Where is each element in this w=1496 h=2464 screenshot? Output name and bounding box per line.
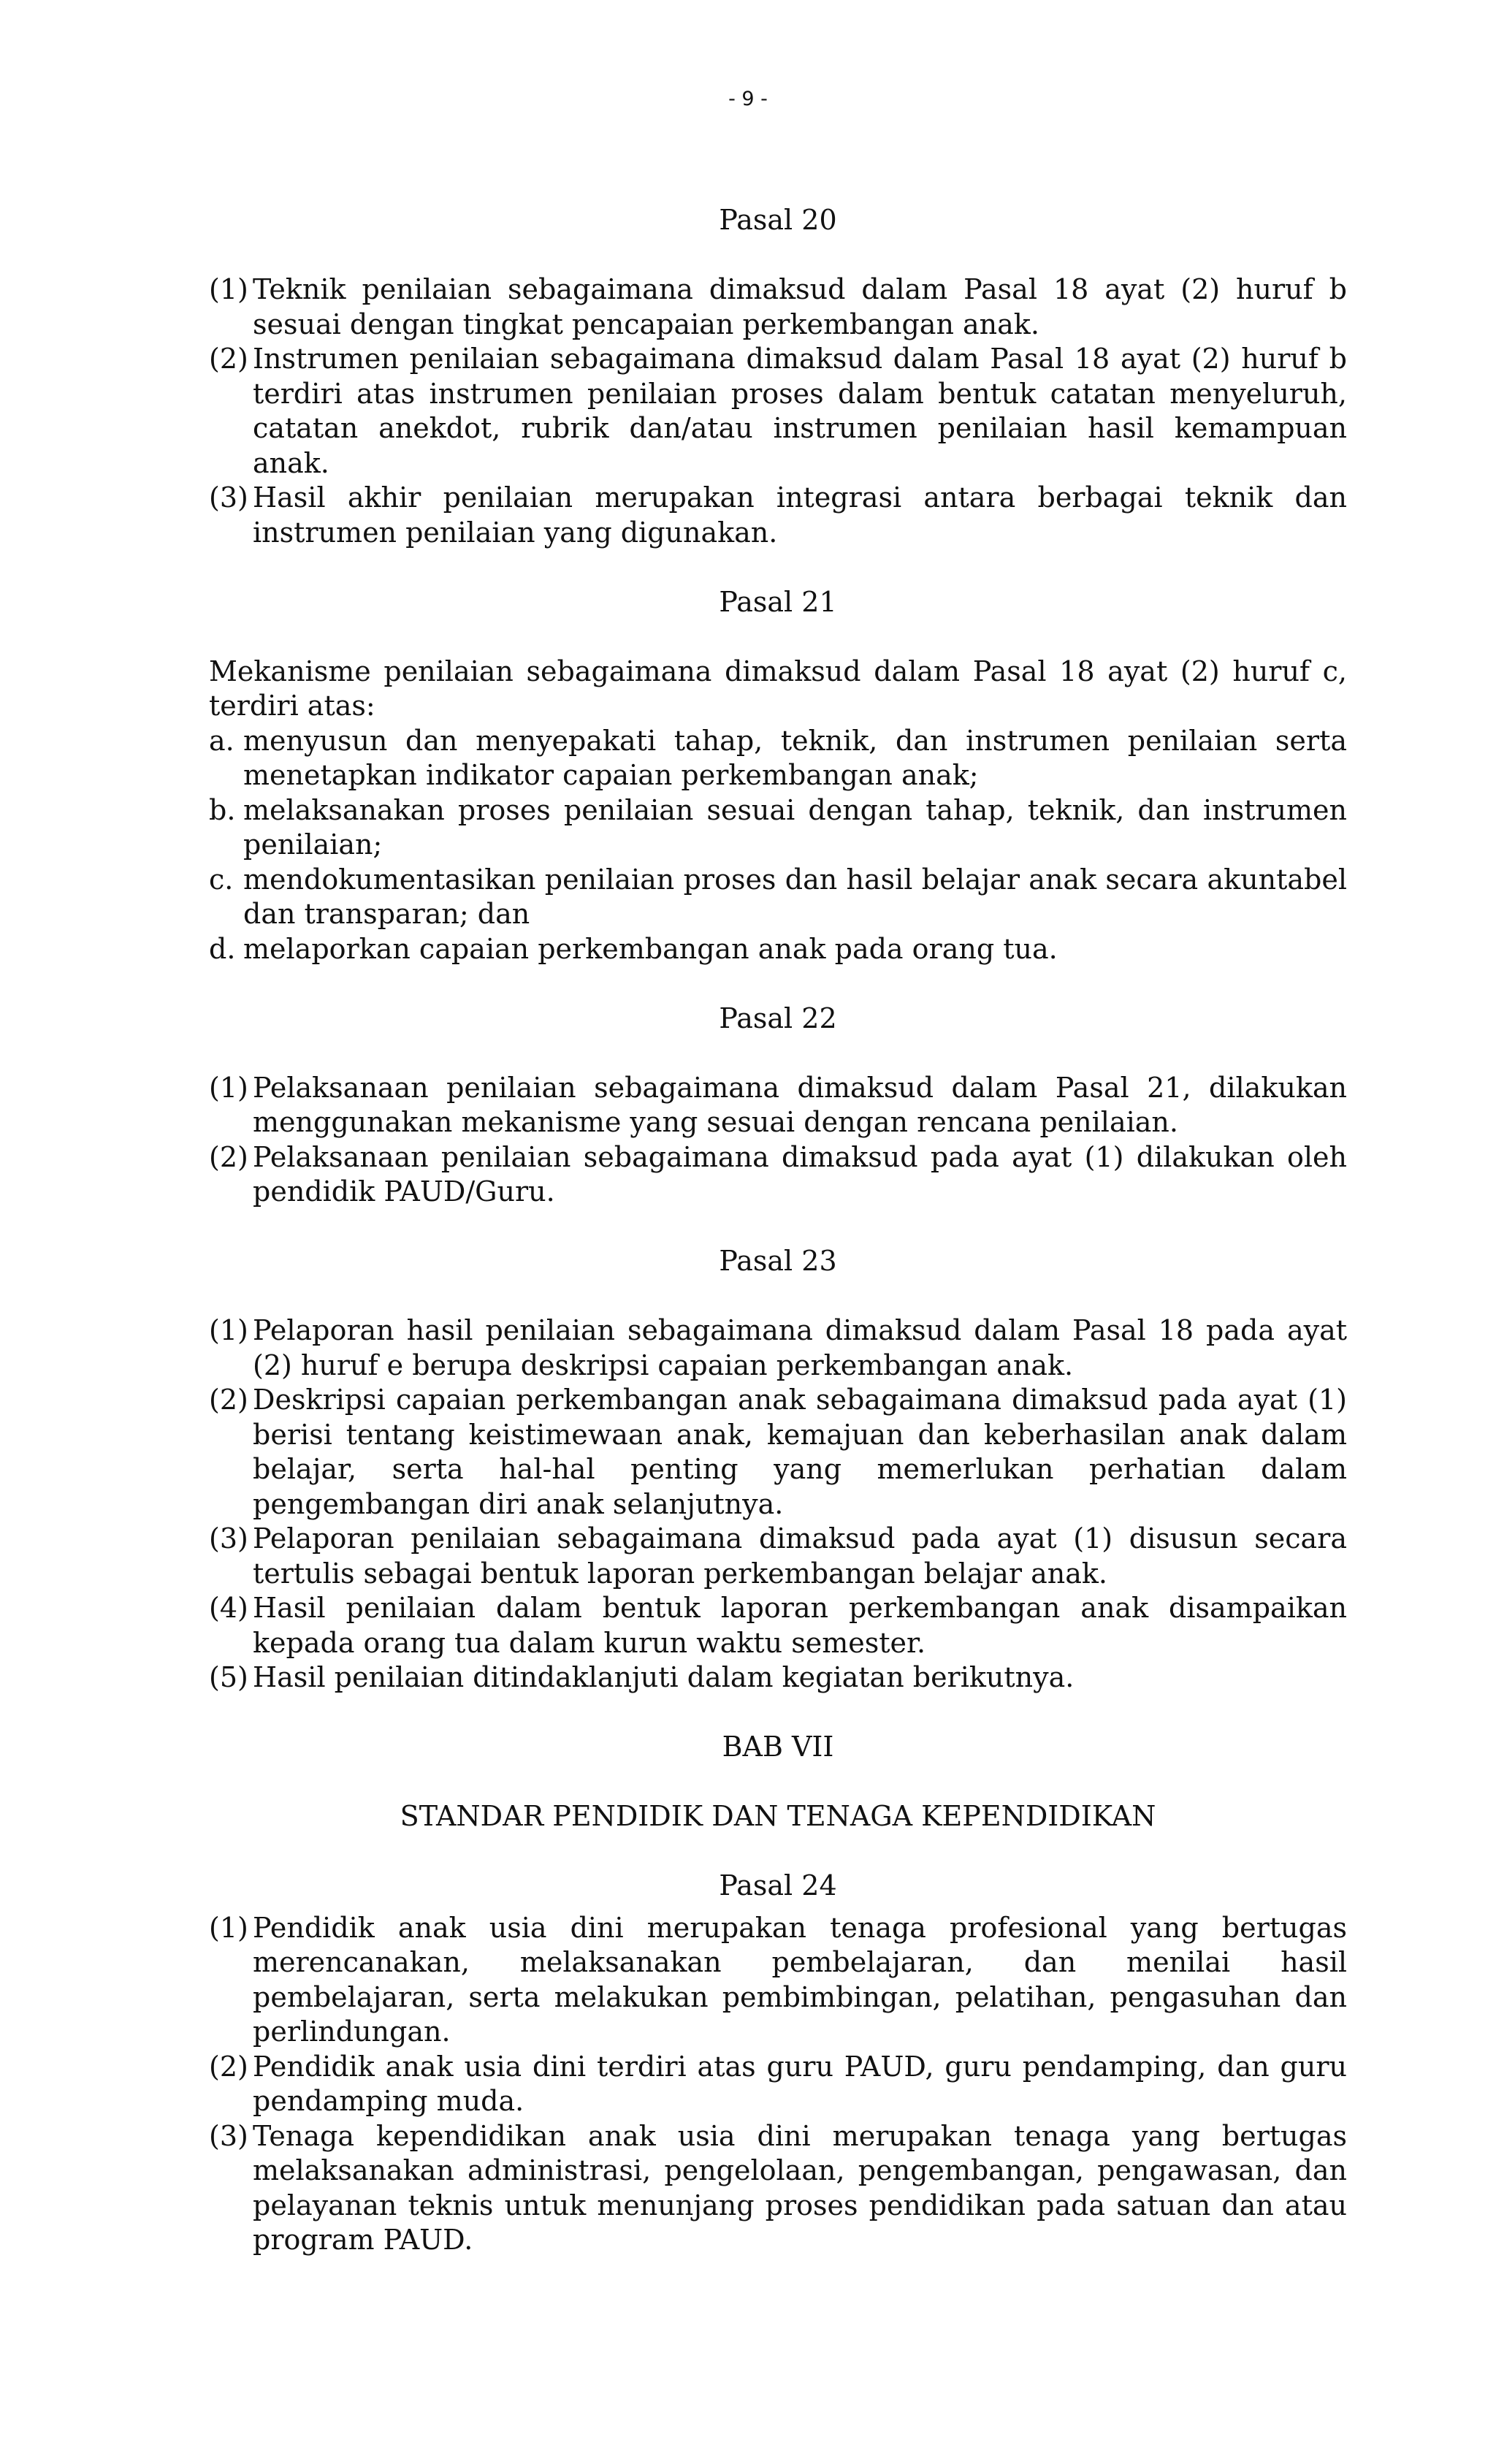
- item-text: Pendidik anak usia dini merupakan tenaga profesional yang bertugas merencanakan, melaksanakan pembelajaran, dan menilai hasil pembelajaran, serta melakukan pembimbingan, pelatihan, pengasuhan dan perlindungan.: [253, 1911, 1347, 2048]
- document-body: [209, 203, 1347, 2258]
- pasal-21-intro: Mekanisme penilaian sebagaimana dimaksud dalam Pasal 18 ayat (2) huruf c, terdiri atas:: [209, 655, 1347, 722]
- item-number: (2): [209, 1384, 248, 1416]
- item-number: (3): [209, 1522, 248, 1555]
- item-text: Deskripsi capaian perkembangan anak sebagaimana dimaksud pada ayat (1) berisi tentang keistimewaan anak, kemajuan dan keberhasilan anak dalam belajar, serta hal-hal penting yang memerlukan perhatian dalam pengembangan diri anak selanjutnya.: [253, 1384, 1347, 1520]
- pasal-22-list: [209, 1071, 1347, 1210]
- chapter-subtitle: STANDAR PENDIDIK DAN TENAGA KEPENDIDIKAN: [400, 1800, 1156, 1832]
- item-number: (3): [209, 2119, 248, 2152]
- item-text: Hasil akhir penilaian merupakan integrasi antara berbagai teknik dan instrumen penilaian yang digunakan.: [253, 481, 1347, 549]
- list-item: [209, 724, 1347, 793]
- list-item: [209, 2119, 1347, 2258]
- list-item: [209, 1383, 1347, 1522]
- item-text: Pelaporan hasil penilaian sebagaimana dimaksud dalam Pasal 18 pada ayat (2) huruf e berupa deskripsi capaian perkembangan anak.: [253, 1314, 1347, 1381]
- pasal-22-title: Pasal 22: [719, 1002, 837, 1034]
- item-letter: b.: [209, 793, 236, 826]
- page-number: - 9 -: [728, 88, 768, 110]
- pasal-20-list: [209, 272, 1347, 550]
- list-item: [209, 1313, 1347, 1383]
- pasal-21-title: Pasal 21: [719, 585, 837, 618]
- item-text: Hasil penilaian ditindaklanjuti dalam kegiatan berikutnya.: [253, 1661, 1075, 1693]
- item-text: melaksanakan proses penilaian sesuai dengan tahap, teknik, dan instrumen penilaian;: [243, 793, 1347, 861]
- item-text: Teknik penilaian sebagaimana dimaksud dalam Pasal 18 ayat (2) huruf b sesuai dengan tingkat pencapaian perkembangan anak.: [253, 273, 1347, 340]
- pasal-21-list: [209, 724, 1347, 967]
- list-item: [209, 2050, 1347, 2119]
- item-number: (2): [209, 2050, 248, 2083]
- list-item: [209, 272, 1347, 342]
- pasal-24-list: [209, 1911, 1347, 2258]
- list-item: [209, 793, 1347, 863]
- list-item: [209, 932, 1347, 967]
- chapter-title: BAB VII: [722, 1731, 834, 1763]
- item-text: Pelaksanaan penilaian sebagaimana dimaksud dalam Pasal 21, dilakukan menggunakan mekanisme yang sesuai dengan rencana penilaian.: [253, 1071, 1347, 1138]
- item-text: Pelaksanaan penilaian sebagaimana dimaksud pada ayat (1) dilakukan oleh pendidik PAUD/Guru.: [253, 1140, 1347, 1208]
- item-number: (1): [209, 1314, 248, 1346]
- item-text: Tenaga kependidikan anak usia dini merupakan tenaga yang bertugas melaksanakan administrasi, pengelolaan, pengembangan, pengawasan, dan pelayanan teknis untuk menunjang proses pendidikan pada satuan dan atau program PAUD.: [253, 2119, 1347, 2256]
- list-item: [209, 1071, 1347, 1140]
- pasal-24-title: Pasal 24: [719, 1869, 837, 1902]
- item-text: Pendidik anak usia dini terdiri atas guru PAUD, guru pendamping, dan guru pendamping muda.: [253, 2050, 1347, 2117]
- list-item: [209, 481, 1347, 550]
- list-item: [209, 1522, 1347, 1591]
- item-text: melaporkan capaian perkembangan anak pada orang tua.: [243, 932, 1058, 965]
- item-text: mendokumentasikan penilaian proses dan hasil belajar anak secara akuntabel dan transparan; dan: [243, 863, 1347, 930]
- item-number: (1): [209, 1911, 248, 1944]
- list-item: [209, 863, 1347, 932]
- item-text: Pelaporan penilaian sebagaimana dimaksud pada ayat (1) disusun secara tertulis sebagai bentuk laporan perkembangan belajar anak.: [253, 1522, 1347, 1590]
- item-number: (5): [209, 1661, 248, 1693]
- list-item: [209, 1911, 1347, 2050]
- list-item: [209, 1591, 1347, 1660]
- item-number: (3): [209, 481, 248, 514]
- item-letter: d.: [209, 932, 236, 965]
- pasal-23-list: [209, 1313, 1347, 1696]
- list-item: [209, 1660, 1347, 1696]
- item-text: Hasil penilaian dalam bentuk laporan perkembangan anak disampaikan kepada orang tua dalam kurun waktu semester.: [253, 1592, 1347, 1659]
- pasal-20-title: Pasal 20: [719, 204, 837, 236]
- item-number: (2): [209, 343, 248, 375]
- item-letter: a.: [209, 724, 234, 757]
- item-text: menyusun dan menyepakati tahap, teknik, dan instrumen penilaian serta menetapkan indikator capaian perkembangan anak;: [243, 724, 1347, 791]
- item-letter: c.: [209, 863, 234, 896]
- item-number: (4): [209, 1592, 248, 1624]
- pasal-23-title: Pasal 23: [719, 1245, 837, 1277]
- list-item: [209, 342, 1347, 481]
- item-number: (1): [209, 273, 248, 305]
- list-item: [209, 1140, 1347, 1210]
- item-number: (2): [209, 1140, 248, 1173]
- item-text: Instrumen penilaian sebagaimana dimaksud dalam Pasal 18 ayat (2) huruf b terdiri atas instrumen penilaian proses dalam bentuk catatan menyeluruh, catatan anekdot, rubrik dan/atau instrumen penilaian hasil kemampuan anak.: [253, 343, 1347, 479]
- item-number: (1): [209, 1071, 248, 1104]
